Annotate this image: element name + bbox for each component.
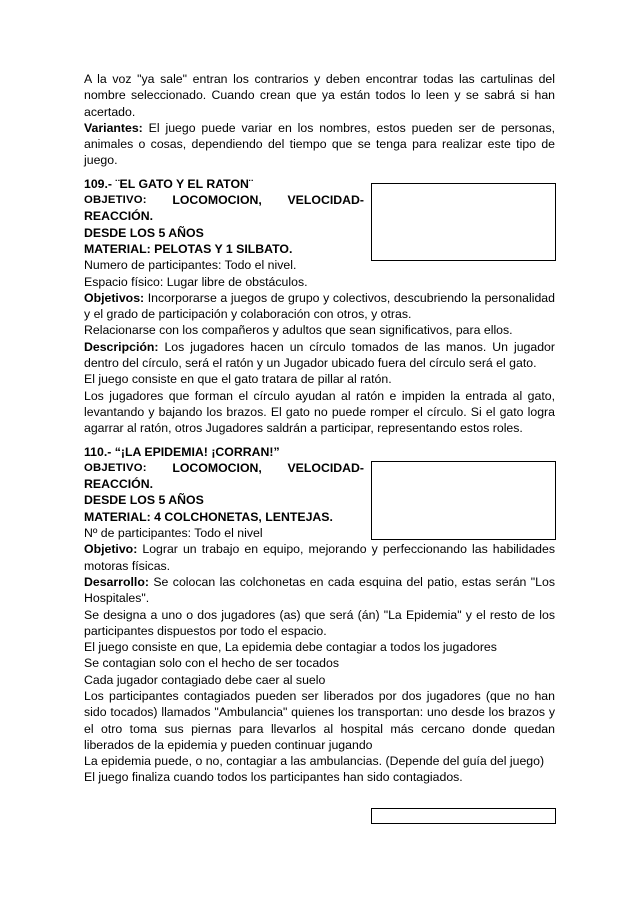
- game-110-section: [84, 444, 555, 786]
- game-110-objective: [84, 541, 555, 574]
- game-110-participants: Nº de participantes: Todo el nivel: [84, 526, 263, 541]
- objective-label: OBJETIVO:: [84, 194, 147, 207]
- objective-word-2: VELOCIDAD-: [287, 193, 364, 208]
- game-109-space: Espacio físico: Lugar libre de obstáculos.: [84, 274, 308, 289]
- game-109-objective-row: [84, 192, 364, 208]
- objective-label: Objetivo:: [84, 542, 138, 557]
- image-placeholder-bottom: [371, 808, 556, 824]
- game-110-designate: Se designa a uno o dos jugadores (as) que será (án) "La Epidemia" y el resto de los participantes dispuestos por todo el espacio.: [84, 607, 555, 638]
- description-label: Descripción:: [84, 339, 159, 354]
- variantes-text: El juego puede variar en los nombres, estos pueden ser de personas, animales o cosas, dependiendo del tiempo que se tenga para realizar este tipo de juego.: [84, 120, 556, 168]
- objective-label: OBJETIVO:: [84, 461, 147, 474]
- game-110-objective-row: [84, 460, 364, 476]
- game-110-participants-freed: Los participantes contagiados pueden ser liberados por dos jugadores (que no han sido tocados) llamados "Ambulancia" quienes los transportan: uno desde los brazos y el otro toma sus piernas para llevarlos al hospital más cercano donde quedan liberados de la epidemia y pueden continuar jugando: [84, 688, 555, 752]
- development-label: Desarrollo:: [84, 574, 149, 589]
- game-109-participants: Numero de participantes: Todo el nivel.: [84, 258, 297, 273]
- intro-paragraph: A la voz "ya sale" entran los contrarios y deben encontrar todas las cartulinas del nombre seleccionado. Cuando crean que ya están todos lo leen y se sabrá si han acertado.: [84, 72, 555, 119]
- game-110-fall: Cada jugador contagiado debe caer al suelo: [84, 672, 326, 687]
- objective-text: Lograr un trabajo en equipo, mejorando y perfeccionando las habilidades motoras físicas.: [84, 542, 555, 573]
- game-110-material: MATERIAL: 4 COLCHONETAS, LENTEJAS.: [84, 509, 333, 524]
- objective-word-1: LOCOMOCION,: [172, 193, 262, 208]
- game-110-age: DESDE LOS 5 AÑOS: [84, 493, 204, 508]
- game-110-epidemic-rule: La epidemia puede, o no, contagiar a las ambulancias. (Depende del guía del juego): [84, 754, 545, 769]
- variantes-label: Variantes:: [84, 120, 143, 135]
- game-110-contagion: Se contagian solo con el hecho de ser tocados: [84, 656, 339, 671]
- game-109-material: MATERIAL: PELOTAS Y 1 SILBATO.: [84, 241, 293, 256]
- game-110-consists: El juego consiste en que, La epidemia debe contagiar a todos los jugadores: [84, 640, 497, 655]
- game-109-consists: El juego consiste en que el gato tratara de pillar al ratón.: [84, 372, 392, 387]
- objectives-label: Objetivos:: [84, 290, 145, 305]
- game-110-ending: El juego finaliza cuando todos los participantes han sido contagiados.: [84, 770, 463, 785]
- game-110-development: [84, 574, 555, 607]
- game-110-title: 110.- “¡LA EPIDEMIA! ¡CORRAN!”: [84, 444, 280, 459]
- description-text: Los jugadores hacen un círculo tomados de las manos. Un jugador dentro del círculo, será el ratón y un Jugador ubicado fuera del círculo será el gato.: [84, 339, 555, 371]
- game-109-section: [84, 176, 555, 437]
- game-109-age: DESDE LOS 5 AÑOS: [84, 225, 204, 240]
- variantes-paragraph: [84, 120, 555, 169]
- objective-word-3: REACCIÓN.: [84, 477, 154, 492]
- document-body: [84, 71, 555, 786]
- objective-word-1: LOCOMOCION,: [172, 460, 262, 475]
- game-109-players: Los jugadores que forman el círculo ayudan al ratón e impiden la entrada al gato, levantando y bajando los brazos. El gato no puede romper el círculo. Si el gato logra agarrar al ratón, otros Jugadores saldrán a participar, representando estos roles.: [84, 388, 555, 436]
- game-109-relate: Relacionarse con los compañeros y adultos que sean significativos, para ellos.: [84, 323, 513, 338]
- objective-word-2: VELOCIDAD-: [287, 460, 364, 475]
- game-109-title: 109.- ¨EL GATO Y EL RATON¨: [84, 176, 254, 191]
- development-text: Se colocan las colchonetas en cada esquina del patio, estas serán "Los Hospitales".: [84, 574, 555, 606]
- objectives-text: Incorporarse a juegos de grupo y colectivos, descubriendo la personalidad y el grado de participación y colaboración con otros, y otras.: [84, 290, 555, 322]
- game-109-description: [84, 339, 555, 372]
- game-109-objectives: [84, 290, 555, 323]
- objective-word-3: REACCIÓN.: [84, 209, 154, 224]
